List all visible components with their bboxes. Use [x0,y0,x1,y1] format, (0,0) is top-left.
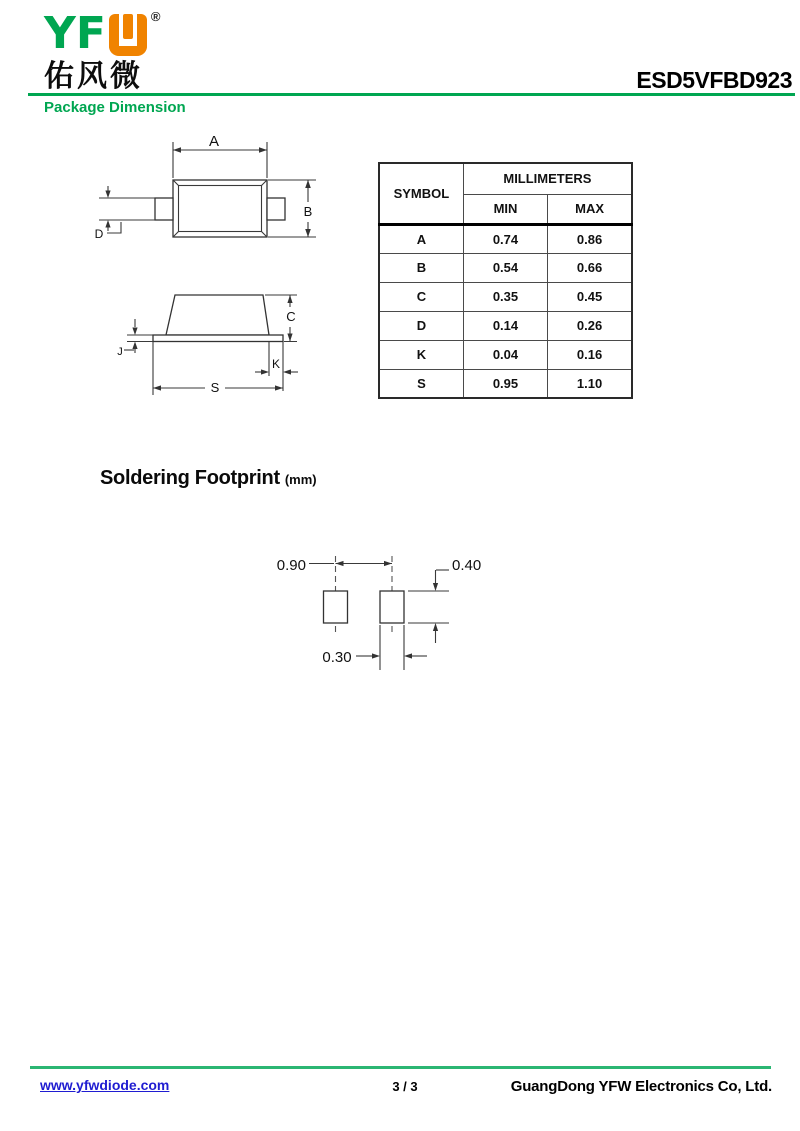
table-row [379,369,632,398]
footprint-heading-unit: (mm) [284,472,317,487]
section-title: Package Dimension [44,99,186,116]
table-header-millimeters: MILLIMETERS [463,163,632,194]
table-cell-symbol: D [379,311,463,340]
company-name: GuangDong YFW Electronics Co, Ltd. [510,1078,772,1095]
footprint-heading-text: Soldering Footprint [100,467,280,489]
part-number-title: ESD5VFBD923 [636,67,792,93]
table-cell-min: 0.74 [463,224,547,253]
table-header-max: MAX [548,194,632,224]
table-cell-symbol: S [379,369,463,398]
registered-trademark-icon: ® [150,9,161,24]
dimension-table [378,162,633,399]
table-cell-symbol: B [379,253,463,282]
package-side-view-drawing [117,295,298,395]
footprint-pad-width-label: 0.30 [322,649,352,666]
table-cell-max: 1.10 [548,369,632,398]
table-cell-max: 0.26 [548,311,632,340]
table-cell-min: 0.35 [463,282,547,311]
table-cell-symbol: K [379,340,463,369]
footer-divider [30,1066,771,1069]
table-row [379,224,632,253]
table-cell-min: 0.14 [463,311,547,340]
dim-label-k: K [271,357,281,371]
table-cell-symbol: A [379,224,463,253]
footprint-drawing [277,556,481,670]
table-cell-min: 0.54 [463,253,547,282]
table-header-symbol: SYMBOL [379,163,463,224]
table-cell-symbol: C [379,282,463,311]
page-number: 3 / 3 [392,1079,418,1094]
table-cell-max: 0.16 [548,340,632,369]
table-header-min: MIN [463,194,547,224]
package-top-view-drawing [95,133,316,241]
table-row [379,340,632,369]
logo-yf-text: YF [44,8,106,59]
table-cell-min: 0.95 [463,369,547,398]
table-row [379,311,632,340]
dim-label-s: S [210,380,220,395]
dim-label-c: C [286,309,296,324]
website-link[interactable]: www.yfwdiode.com [40,1077,170,1093]
table-row [379,282,632,311]
footprint-heading [100,467,317,490]
dim-label-d: D [94,227,104,241]
table-cell-max: 0.86 [548,224,632,253]
dim-label-j: J [117,346,123,358]
logo-chinese-name: 佑风微 [44,60,143,93]
table-cell-max: 0.45 [548,282,632,311]
table-row [379,253,632,282]
table-cell-min: 0.04 [463,340,547,369]
footprint-pitch-label: 0.90 [276,557,306,574]
footprint-pad-height-label: 0.40 [452,557,482,574]
dim-label-a: A [208,133,220,150]
dim-label-b: B [303,204,313,219]
table-cell-max: 0.66 [548,253,632,282]
